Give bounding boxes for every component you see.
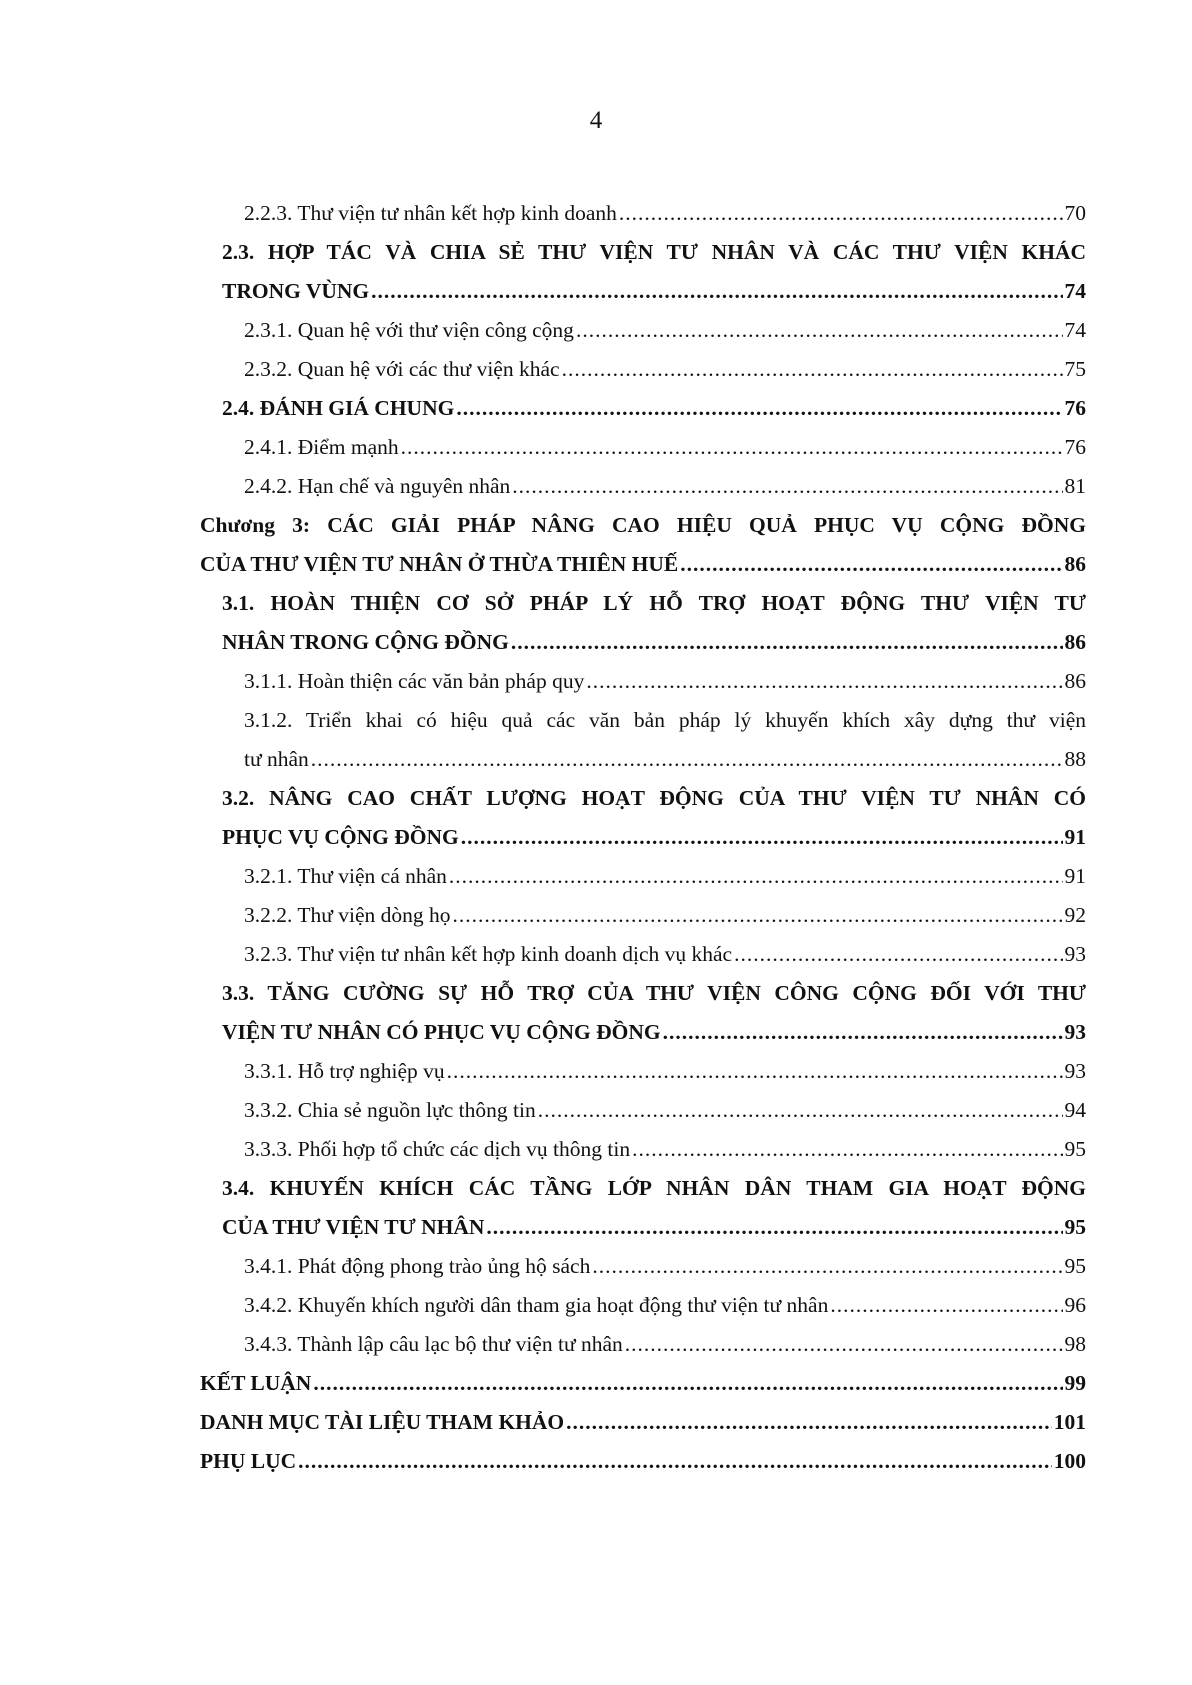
toc-entry[interactable] — [200, 1364, 1086, 1403]
toc-entry-page: 93 — [1064, 1020, 1086, 1044]
toc-entry-label: PHỤ LỤC — [200, 1449, 297, 1473]
leader-dots — [456, 389, 1062, 428]
leader-dots — [313, 1364, 1062, 1403]
toc-entry[interactable] — [244, 740, 1086, 779]
toc-entry-page: 96 — [1064, 1293, 1086, 1317]
leader-dots — [512, 467, 1062, 506]
toc-entry-label: 2.4. ĐÁNH GIÁ CHUNG — [222, 396, 455, 420]
toc-entry-label: DANH MỤC TÀI LIỆU THAM KHẢO — [200, 1410, 565, 1434]
toc-entry-page: 91 — [1064, 864, 1086, 888]
toc-entry[interactable] — [222, 389, 1086, 428]
toc-entry[interactable] — [244, 311, 1086, 350]
toc-entry[interactable] — [244, 857, 1086, 896]
toc-entry[interactable] — [244, 467, 1086, 506]
toc-entry-label: 3.2.3. Thư viện tư nhân kết hợp kinh doanh dịch vụ khác — [244, 942, 733, 966]
leader-dots — [566, 1403, 1052, 1442]
toc-entry[interactable] — [222, 818, 1086, 857]
toc-entry-page: 88 — [1064, 747, 1086, 771]
toc-entry-page: 94 — [1064, 1098, 1086, 1122]
leader-dots — [486, 1208, 1062, 1247]
toc-entry-label: 3.1.1. Hoàn thiện các văn bản pháp quy — [244, 669, 585, 693]
table-of-contents — [200, 194, 1086, 1481]
toc-entry-label: 3.3.2. Chia sẻ nguồn lực thông tin — [244, 1098, 536, 1122]
leader-dots — [447, 1052, 1063, 1091]
toc-entry-page: 93 — [1064, 942, 1086, 966]
toc-entry-page: 76 — [1064, 435, 1086, 459]
toc-entry[interactable] — [244, 896, 1086, 935]
toc-entry-page: 70 — [1064, 201, 1086, 225]
page-number: 4 — [589, 107, 603, 134]
leader-dots — [461, 818, 1063, 857]
toc-entry[interactable] — [244, 350, 1086, 389]
toc-entry-page: 91 — [1064, 825, 1086, 849]
leader-dots — [371, 272, 1062, 311]
leader-dots — [830, 1286, 1062, 1325]
toc-entry-page: 81 — [1064, 474, 1086, 498]
leader-dots — [298, 1442, 1052, 1481]
leader-dots — [632, 1130, 1062, 1169]
toc-entry-page: 95 — [1064, 1215, 1086, 1239]
toc-entry[interactable] — [200, 1403, 1086, 1442]
toc-entry-label: 2.3.2. Quan hệ với các thư viện khác — [244, 357, 560, 381]
toc-entry-first-line: 3.1. HOÀN THIỆN CƠ SỞ PHÁP LÝ HỖ TRỢ HOẠT ĐỘNG THƯ VIỆN TƯ — [222, 591, 1086, 615]
toc-entry[interactable] — [244, 1286, 1086, 1325]
toc-entry-first-line: 3.4. KHUYẾN KHÍCH CÁC TẦNG LỚP NHÂN DÂN THAM GIA HOẠT ĐỘNG — [222, 1176, 1086, 1200]
toc-entry-label: 3.3.3. Phối hợp tổ chức các dịch vụ thông tin — [244, 1137, 631, 1161]
toc-entry-label: CỦA THƯ VIỆN TƯ NHÂN Ở THỪA THIÊN HUẾ — [200, 552, 679, 576]
toc-entry-page: 86 — [1064, 630, 1086, 654]
toc-entry-page: 74 — [1064, 318, 1086, 342]
toc-entry[interactable] — [244, 194, 1086, 233]
leader-dots — [311, 740, 1063, 779]
toc-entry-label: PHỤC VỤ CỘNG ĐỒNG — [222, 825, 459, 849]
toc-entry-page: 99 — [1064, 1371, 1086, 1395]
toc-entry-page: 93 — [1064, 1059, 1086, 1083]
toc-entry-label: 2.4.1. Điểm mạnh — [244, 435, 399, 459]
toc-entry-label: 2.4.2. Hạn chế và nguyên nhân — [244, 474, 511, 498]
toc-entry-label: 3.4.1. Phát động phong trào ủng hộ sách — [244, 1254, 591, 1278]
toc-entry-label: KẾT LUẬN — [200, 1371, 312, 1395]
leader-dots — [592, 1247, 1062, 1286]
toc-entry[interactable] — [244, 1325, 1086, 1364]
toc-entry-first-line: 3.1.2. Triển khai có hiệu quả các văn bản pháp lý khuyến khích xây dựng thư viện — [244, 708, 1086, 732]
toc-entry-first-line: 3.3. TĂNG CƯỜNG SỰ HỖ TRỢ CỦA THƯ VIỆN CÔNG CỘNG ĐỐI VỚI THƯ — [222, 981, 1086, 1005]
toc-entry-page: 74 — [1064, 279, 1086, 303]
toc-entry-page: 76 — [1064, 396, 1086, 420]
toc-entry-first-line: 3.2. NÂNG CAO CHẤT LƯỢNG HOẠT ĐỘNG CỦA THƯ VIỆN TƯ NHÂN CÓ — [222, 786, 1086, 810]
toc-entry[interactable] — [244, 428, 1086, 467]
toc-entry-page: 98 — [1064, 1332, 1086, 1356]
toc-entry-page: 92 — [1064, 903, 1086, 927]
toc-entry-label: VIỆN TƯ NHÂN CÓ PHỤC VỤ CỘNG ĐỒNG — [222, 1020, 661, 1044]
leader-dots — [663, 1013, 1063, 1052]
toc-entry[interactable] — [222, 272, 1086, 311]
toc-entry[interactable] — [222, 1013, 1086, 1052]
leader-dots — [680, 545, 1062, 584]
toc-entry[interactable] — [244, 1091, 1086, 1130]
leader-dots — [511, 623, 1063, 662]
toc-entry-first-line: 2.3. HỢP TÁC VÀ CHIA SẺ THƯ VIỆN TƯ NHÂN VÀ CÁC THƯ VIỆN KHÁC — [222, 240, 1086, 264]
toc-entry-label: TRONG VÙNG — [222, 279, 370, 303]
leader-dots — [449, 857, 1063, 896]
toc-entry-page: 75 — [1064, 357, 1086, 381]
toc-entry-page: 86 — [1064, 669, 1086, 693]
toc-entry-label: 3.4.2. Khuyến khích người dân tham gia hoạt động thư viện tư nhân — [244, 1293, 829, 1317]
leader-dots — [619, 194, 1063, 233]
toc-entry-label: 2.3.1. Quan hệ với thư viện công cộng — [244, 318, 574, 342]
leader-dots — [576, 311, 1063, 350]
toc-entry[interactable] — [244, 1052, 1086, 1091]
toc-entry[interactable] — [244, 662, 1086, 701]
leader-dots — [586, 662, 1062, 701]
toc-entry-page: 95 — [1064, 1137, 1086, 1161]
toc-entry-label: CỦA THƯ VIỆN TƯ NHÂN — [222, 1215, 485, 1239]
toc-entry[interactable] — [244, 1247, 1086, 1286]
leader-dots — [625, 1325, 1063, 1364]
toc-entry[interactable] — [200, 545, 1086, 584]
toc-entry-label: 3.2.1. Thư viện cá nhân — [244, 864, 447, 888]
toc-entry-label: 3.4.3. Thành lập câu lạc bộ thư viện tư nhân — [244, 1332, 623, 1356]
toc-entry[interactable] — [244, 1130, 1086, 1169]
toc-entry-label: NHÂN TRONG CỘNG ĐỒNG — [222, 630, 509, 654]
toc-entry-page: 95 — [1064, 1254, 1086, 1278]
toc-entry-label: tư nhân — [244, 747, 309, 771]
leader-dots — [562, 350, 1063, 389]
toc-entry-page: 101 — [1053, 1410, 1086, 1434]
toc-entry-label: 2.2.3. Thư viện tư nhân kết hợp kinh doanh — [244, 201, 617, 225]
toc-entry-page: 100 — [1053, 1449, 1086, 1473]
toc-entry-label: 3.2.2. Thư viện dòng họ — [244, 903, 451, 927]
toc-entry-first-line: Chương 3: CÁC GIẢI PHÁP NÂNG CAO HIỆU QUẢ PHỤC VỤ CỘNG ĐỒNG — [200, 513, 1086, 537]
toc-entry-page: 86 — [1064, 552, 1086, 576]
leader-dots — [401, 428, 1063, 467]
toc-entry-label: 3.3.1. Hỗ trợ nghiệp vụ — [244, 1059, 445, 1083]
leader-dots — [734, 935, 1062, 974]
toc-entry[interactable] — [222, 623, 1086, 662]
toc-entry[interactable] — [244, 935, 1086, 974]
leader-dots — [538, 1091, 1063, 1130]
leader-dots — [453, 896, 1063, 935]
toc-entry[interactable] — [222, 1208, 1086, 1247]
toc-entry[interactable] — [200, 1442, 1086, 1481]
